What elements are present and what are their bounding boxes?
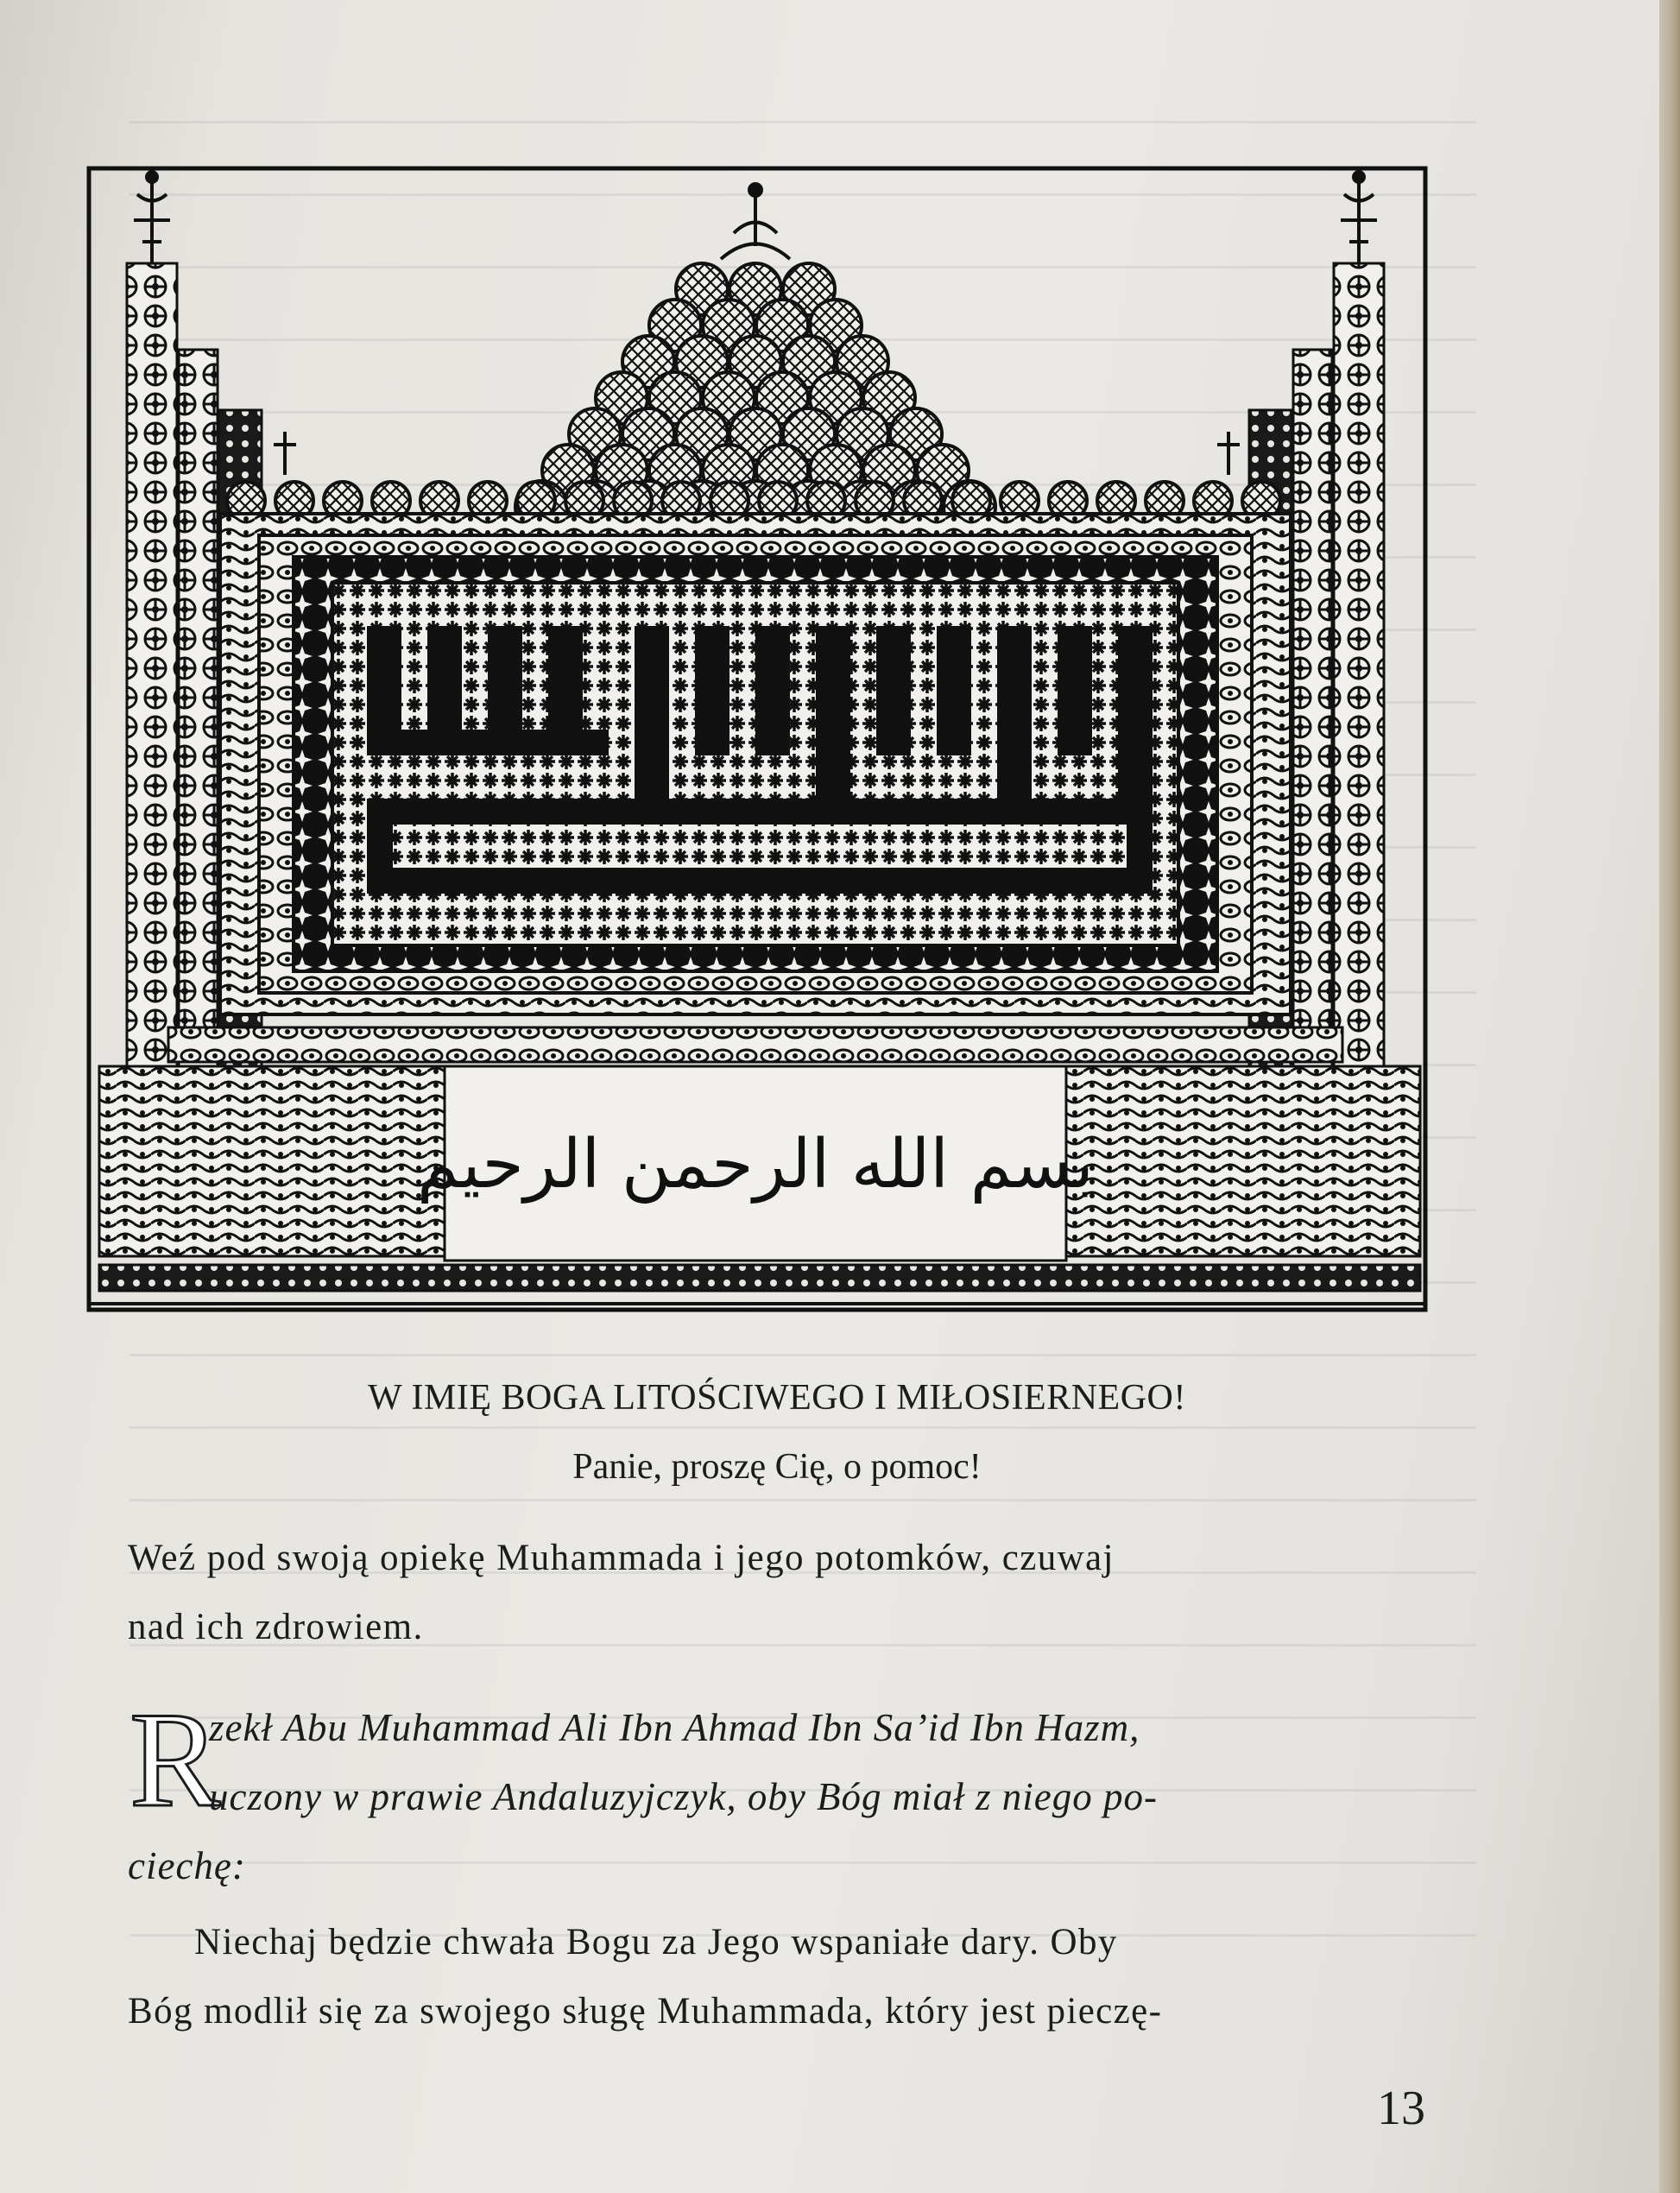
paragraph-2-line-1: zekł Abu Muhammad Ali Ibn Ahmad Ibn Sa’id Ibn Hazm, [209, 1706, 1140, 1749]
paragraph-2-line-2: uczony w prawie Andaluzyjczyk, oby Bóg miał z niego po- [209, 1775, 1159, 1818]
page-heading: W IMIĘ BOGA LITOŚCIWEGO I MIŁOSIERNEGO! [368, 1378, 1186, 1418]
paragraph-3-line-1: Niechaj będzie chwała Bogu za Jego wspaniałe dary. Oby [194, 1922, 1118, 1962]
page-number: 13 [1377, 2082, 1425, 2135]
drop-cap: R [129, 1684, 221, 1836]
paragraph-1-line-2: nad ich zdrowiem. [128, 1607, 424, 1647]
calligraphic-ornament [82, 125, 1429, 1317]
page-subheading: Panie, proszę Cię, o pomoc! [572, 1447, 982, 1487]
paragraph-2-line-3: ciechę: [128, 1844, 246, 1887]
paragraph-3-line-2: Bóg modlił się za swojego sługę Muhammada, który jest pieczę- [128, 1991, 1163, 2032]
basmala-inscription: بسم الله الرحمن الرحيم [417, 1126, 1094, 1204]
paragraph-1-line-1: Weź pod swoją opiekę Muhammada i jego potomków, czuwaj [128, 1538, 1115, 1578]
book-page-edge [1659, 0, 1680, 2193]
